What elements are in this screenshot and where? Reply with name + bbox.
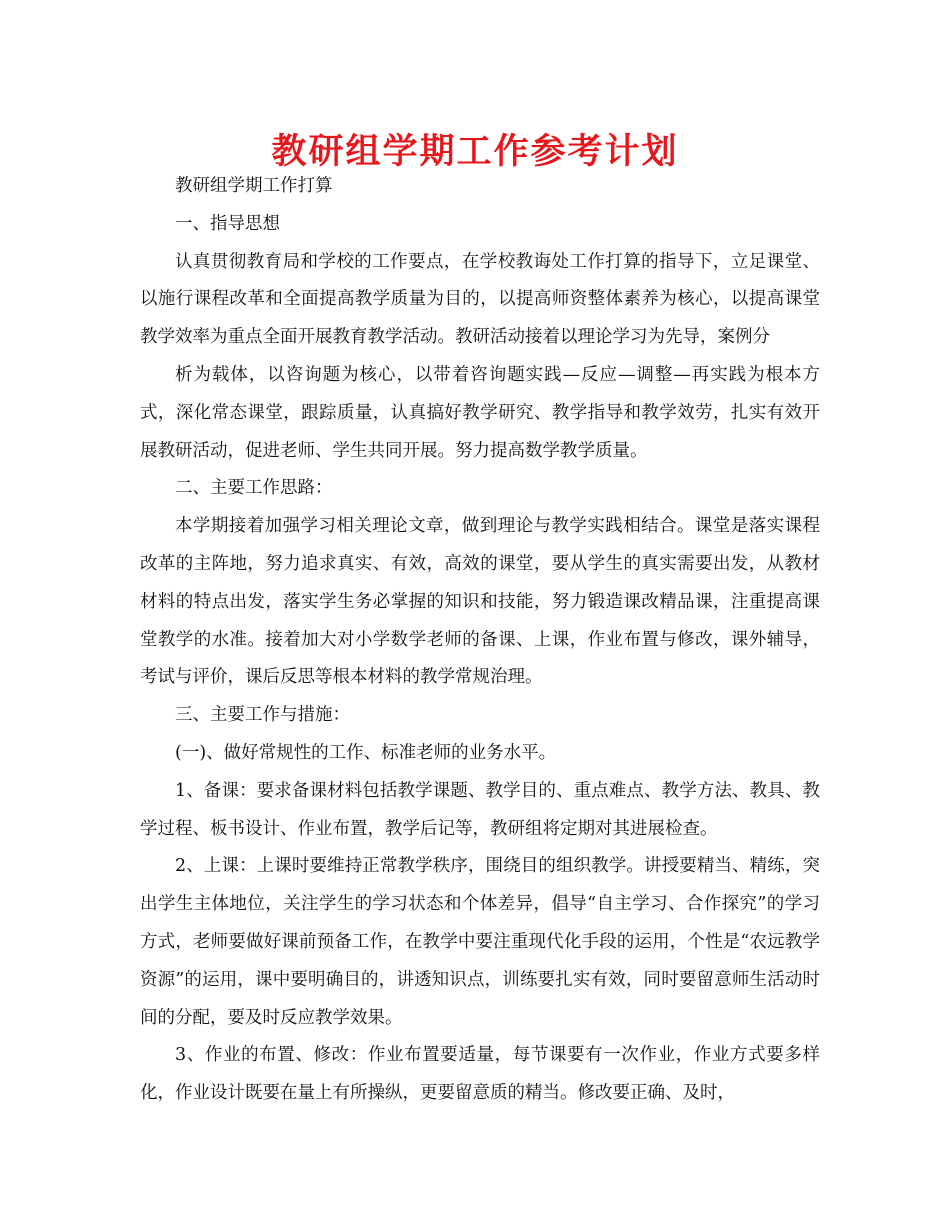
document-title: 教研组学期工作参考计划 — [271, 132, 679, 172]
paragraph-case-analysis: 析为载体，以咨询题为核心，以带着咨询题实践—反应—调整—再实践为根本方式，深化常态课堂，跟踪质量，认真搞好教学研究、教学指导和教学效劳，扎实有效开展教研活动，促进老师、学生共同开展。努力提高数学教学质量。 — [140, 364, 820, 461]
paragraph-guiding-thought: 认真贯彻教育局和学校的工作要点，在学校教诲处工作打算的指导下，立足课堂、以施行课程改革和全面提高教学质量为目的，以提高师资整体素养为核心，以提高课堂教学效率为重点全面开展教育教学活动。教研活动接着以理论学习为先导，案例分 — [140, 251, 820, 348]
section-heading-main-measures: 三、主要工作与措施： — [175, 705, 350, 726]
subsection-heading-routine-work: (一)、做好常规性的工作、标准老师的业务水平。 — [175, 742, 557, 763]
paragraph-lesson-preparation: 1、备课：要求备课材料包括教学课题、教学目的、重点难点、教学方法、教具、教学过程、板书设计、作业布置，教学后记等，教研组将定期对其进展检查。 — [140, 780, 820, 839]
paragraph-teaching: 2、上课：上课时要维持正常教学秩序，围绕目的组织教学。讲授要精当、精练，突出学生主体地位，关注学生的学习状态和个体差异，倡导“自主学习、合作探究”的学习方式，老师要做好课前预备工作，在教学中要注重现代化手段的运用，个性是“农远教学资源”的运用，课中要明确目的，讲透知识点，训练要扎实有效，同时要留意师生活动时间的分配，要及时反应教学效果。 — [140, 856, 820, 1028]
section-heading-main-ideas: 二、主要工作思路： — [175, 478, 333, 499]
document-body — [140, 168, 820, 1113]
paragraph-main-ideas: 本学期接着加强学习相关理论文章，做到理论与教学实践相结合。课堂是落实课程改革的主阵地，努力追求真实、有效，高效的课堂，要从学生的真实需要出发，从教材材料的特点出发，落实学生务必掌握的知识和技能，努力锻造课改精品课，注重提高课堂教学的水准。接着加大对小学数学老师的备课、上课，作业布置与修改，课外辅导，考试与评价，课后反思等根本材料的教学常规治理。 — [140, 516, 820, 688]
paragraph-homework: 3、作业的布置、修改：作业布置要适量，每节课要有一次作业，作业方式要多样化，作业设计既要在量上有所操纵，更要留意质的精当。修改要正确、及时， — [140, 1045, 820, 1104]
subtitle-paragraph: 教研组学期工作打算 — [175, 176, 333, 196]
section-heading-guiding-thought: 一、指导思想 — [175, 213, 280, 234]
